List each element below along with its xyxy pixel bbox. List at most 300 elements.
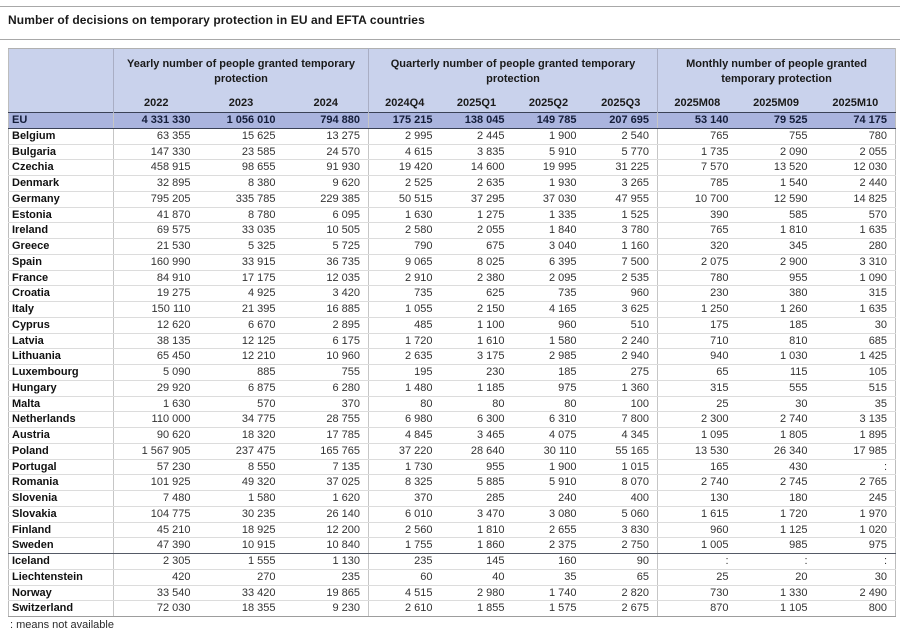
value-cell: 6 670	[199, 317, 284, 333]
value-cell: 555	[737, 380, 816, 396]
value-cell: 380	[737, 286, 816, 302]
value-cell: 1 805	[737, 428, 816, 444]
table-row	[9, 333, 896, 349]
table-row	[9, 428, 896, 444]
value-cell: 130	[658, 491, 737, 507]
value-cell: 7 570	[658, 160, 737, 176]
value-cell: 1 185	[441, 380, 513, 396]
value-cell: 69 575	[114, 223, 199, 239]
country-cell: France	[9, 270, 114, 286]
value-cell: 280	[816, 239, 896, 255]
value-cell: 1 720	[737, 506, 816, 522]
value-cell: 26 140	[284, 506, 369, 522]
country-cell: Latvia	[9, 333, 114, 349]
table-row	[9, 443, 896, 459]
value-cell: 10 505	[284, 223, 369, 239]
value-cell: 8 380	[199, 176, 284, 192]
value-cell: 65 450	[114, 349, 199, 365]
value-cell: 8 780	[199, 207, 284, 223]
value-cell: 31 225	[585, 160, 658, 176]
value-cell: 885	[199, 365, 284, 381]
value-cell: 4 845	[369, 428, 441, 444]
value-cell: 2 765	[816, 475, 896, 491]
value-cell: 3 175	[441, 349, 513, 365]
value-cell: 2 900	[737, 254, 816, 270]
value-cell: 1 635	[816, 302, 896, 318]
value-cell: 2 635	[441, 176, 513, 192]
value-cell: 1 755	[369, 538, 441, 554]
value-cell: 975	[513, 380, 585, 396]
value-cell: 19 995	[513, 160, 585, 176]
country-cell: Iceland	[9, 554, 114, 570]
value-cell: 21 530	[114, 239, 199, 255]
value-cell: 1 580	[513, 333, 585, 349]
table-row	[9, 396, 896, 412]
value-cell: 2 820	[585, 585, 658, 601]
value-cell: 2 740	[737, 412, 816, 428]
value-cell: 1 335	[513, 207, 585, 223]
value-cell: 12 200	[284, 522, 369, 538]
value-cell: 790	[369, 239, 441, 255]
value-cell: 3 465	[441, 428, 513, 444]
value-cell: 185	[737, 317, 816, 333]
value-cell: 5 325	[199, 239, 284, 255]
country-cell: Switzerland	[9, 601, 114, 617]
value-cell: 285	[441, 491, 513, 507]
country-cell: Sweden	[9, 538, 114, 554]
value-cell: 30 110	[513, 443, 585, 459]
table-row	[9, 412, 896, 428]
value-cell: 2 375	[513, 538, 585, 554]
value-cell: 2 075	[658, 254, 737, 270]
value-cell: 6 875	[199, 380, 284, 396]
value-cell: 101 925	[114, 475, 199, 491]
value-cell: 35	[816, 396, 896, 412]
country-cell: Croatia	[9, 286, 114, 302]
table-row	[9, 113, 896, 129]
value-cell: 1 095	[658, 428, 737, 444]
value-cell: 1 260	[737, 302, 816, 318]
value-cell: 1 635	[816, 223, 896, 239]
value-cell: 185	[513, 365, 585, 381]
value-cell: 1 020	[816, 522, 896, 538]
value-cell: 10 700	[658, 191, 737, 207]
value-cell: 2 655	[513, 522, 585, 538]
value-cell: 1 900	[513, 128, 585, 144]
value-cell: 5 885	[441, 475, 513, 491]
value-cell: 1 860	[441, 538, 513, 554]
table-row	[9, 380, 896, 396]
value-cell: 960	[513, 317, 585, 333]
country-cell: Bulgaria	[9, 144, 114, 160]
value-cell: 72 030	[114, 601, 199, 617]
column-group-row	[9, 49, 896, 95]
value-cell: 160 990	[114, 254, 199, 270]
value-cell: 14 600	[441, 160, 513, 176]
value-cell: 2 240	[585, 333, 658, 349]
value-cell: 2 055	[816, 144, 896, 160]
value-cell: 84 910	[114, 270, 199, 286]
value-cell: 2 745	[737, 475, 816, 491]
value-cell: 1 970	[816, 506, 896, 522]
country-cell: Malta	[9, 396, 114, 412]
country-cell: Lithuania	[9, 349, 114, 365]
value-cell: 6 310	[513, 412, 585, 428]
value-cell: 16 885	[284, 302, 369, 318]
value-cell: 235	[284, 569, 369, 585]
value-cell: 1 015	[585, 459, 658, 475]
value-cell: 570	[199, 396, 284, 412]
country-cell: Finland	[9, 522, 114, 538]
value-cell: 165	[658, 459, 737, 475]
value-cell: 7 500	[585, 254, 658, 270]
value-cell: 240	[513, 491, 585, 507]
value-cell: 90	[585, 554, 658, 570]
value-cell: 685	[816, 333, 896, 349]
value-cell: 735	[369, 286, 441, 302]
value-cell: 390	[658, 207, 737, 223]
country-cell: Spain	[9, 254, 114, 270]
value-cell: 315	[816, 286, 896, 302]
value-cell: 100	[585, 396, 658, 412]
value-cell: 430	[737, 459, 816, 475]
value-cell: 4 075	[513, 428, 585, 444]
country-cell: Italy	[9, 302, 114, 318]
value-cell: 5 910	[513, 144, 585, 160]
table-header	[9, 49, 896, 113]
table-row	[9, 601, 896, 617]
value-cell: 104 775	[114, 506, 199, 522]
value-cell: 33 035	[199, 223, 284, 239]
value-cell: 315	[658, 380, 737, 396]
value-cell: 45 210	[114, 522, 199, 538]
value-cell: 3 420	[284, 286, 369, 302]
value-cell: 17 985	[816, 443, 896, 459]
table-row	[9, 554, 896, 570]
value-cell: 195	[369, 365, 441, 381]
value-cell: 765	[658, 128, 737, 144]
value-cell: 370	[369, 491, 441, 507]
value-cell: 585	[737, 207, 816, 223]
value-cell: 30 235	[199, 506, 284, 522]
value-cell: 60	[369, 569, 441, 585]
value-cell: 10 915	[199, 538, 284, 554]
value-cell: 780	[658, 270, 737, 286]
country-cell: Poland	[9, 443, 114, 459]
value-cell: 3 835	[441, 144, 513, 160]
value-cell: 63 355	[114, 128, 199, 144]
country-cell: Luxembourg	[9, 365, 114, 381]
value-cell: 30	[737, 396, 816, 412]
value-cell: 960	[585, 286, 658, 302]
value-cell: 1 620	[284, 491, 369, 507]
value-cell: 7 480	[114, 491, 199, 507]
value-cell: 4 925	[199, 286, 284, 302]
value-cell: 150 110	[114, 302, 199, 318]
value-cell: :	[816, 459, 896, 475]
value-cell: 2 740	[658, 475, 737, 491]
value-cell: 13 520	[737, 160, 816, 176]
value-cell: 975	[816, 538, 896, 554]
value-cell: 53 140	[658, 113, 737, 129]
value-cell: 2 440	[816, 176, 896, 192]
value-cell: 940	[658, 349, 737, 365]
value-cell: 12 125	[199, 333, 284, 349]
value-cell: 91 930	[284, 160, 369, 176]
column-header: 2022	[114, 94, 199, 113]
value-cell: 1 330	[737, 585, 816, 601]
column-header: 2024Q4	[369, 94, 441, 113]
value-cell: 1 630	[114, 396, 199, 412]
value-cell: 1 615	[658, 506, 737, 522]
value-cell: 138 045	[441, 113, 513, 129]
value-cell: 47 955	[585, 191, 658, 207]
value-cell: 1 555	[199, 554, 284, 570]
value-cell: 1 730	[369, 459, 441, 475]
value-cell: 710	[658, 333, 737, 349]
value-cell: 1 056 010	[199, 113, 284, 129]
row-header-blank	[9, 94, 114, 113]
table-row	[9, 160, 896, 176]
value-cell: 65	[658, 365, 737, 381]
value-cell: 13 275	[284, 128, 369, 144]
value-cell: 18 355	[199, 601, 284, 617]
value-cell: 12 620	[114, 317, 199, 333]
value-cell: 1 425	[816, 349, 896, 365]
value-cell: 13 530	[658, 443, 737, 459]
value-cell: 5 060	[585, 506, 658, 522]
value-cell: 1 840	[513, 223, 585, 239]
value-cell: 2 940	[585, 349, 658, 365]
value-cell: 2 490	[816, 585, 896, 601]
value-cell: 18 320	[199, 428, 284, 444]
value-cell: 147 330	[114, 144, 199, 160]
country-cell: EU	[9, 113, 114, 129]
value-cell: 785	[658, 176, 737, 192]
value-cell: 1 630	[369, 207, 441, 223]
value-cell: 810	[737, 333, 816, 349]
table-row	[9, 176, 896, 192]
value-cell: 400	[585, 491, 658, 507]
value-cell: 1 580	[199, 491, 284, 507]
value-cell: 3 470	[441, 506, 513, 522]
value-cell: 30	[816, 569, 896, 585]
value-cell: 3 830	[585, 522, 658, 538]
country-cell: Slovenia	[9, 491, 114, 507]
value-cell: 237 475	[199, 443, 284, 459]
table-row	[9, 144, 896, 160]
value-cell: 110 000	[114, 412, 199, 428]
country-cell: Liechtenstein	[9, 569, 114, 585]
group-header: Monthly number of people granted temporary protection	[658, 49, 896, 95]
value-cell: 730	[658, 585, 737, 601]
value-cell: 28 755	[284, 412, 369, 428]
value-cell: 180	[737, 491, 816, 507]
value-cell: 4 165	[513, 302, 585, 318]
table-body	[9, 113, 896, 617]
value-cell: 7 135	[284, 459, 369, 475]
value-cell: 26 340	[737, 443, 816, 459]
value-cell: 3 080	[513, 506, 585, 522]
value-cell: 90 620	[114, 428, 199, 444]
column-header: 2025M09	[737, 94, 816, 113]
table-row	[9, 538, 896, 554]
table-row	[9, 349, 896, 365]
country-cell: Slovakia	[9, 506, 114, 522]
value-cell: 115	[737, 365, 816, 381]
value-cell: 229 385	[284, 191, 369, 207]
table-row	[9, 459, 896, 475]
country-cell: Hungary	[9, 380, 114, 396]
value-cell: 12 030	[816, 160, 896, 176]
value-cell: 38 135	[114, 333, 199, 349]
value-cell: 20	[737, 569, 816, 585]
value-cell: 1 360	[585, 380, 658, 396]
value-cell: 1 567 905	[114, 443, 199, 459]
value-cell: 19 275	[114, 286, 199, 302]
value-cell: 335 785	[199, 191, 284, 207]
value-cell: 19 420	[369, 160, 441, 176]
row-header-corner	[9, 49, 114, 95]
value-cell: 5 910	[513, 475, 585, 491]
value-cell: 6 280	[284, 380, 369, 396]
value-cell: 2 380	[441, 270, 513, 286]
value-cell: 6 095	[284, 207, 369, 223]
table-row	[9, 254, 896, 270]
value-cell: 19 865	[284, 585, 369, 601]
value-cell: 485	[369, 317, 441, 333]
value-cell: 5 770	[585, 144, 658, 160]
temporary-protection-table	[8, 48, 896, 617]
country-cell: Czechia	[9, 160, 114, 176]
value-cell: 2 675	[585, 601, 658, 617]
country-cell: Norway	[9, 585, 114, 601]
value-cell: 1 275	[441, 207, 513, 223]
value-cell: 79 525	[737, 113, 816, 129]
footnote: : means not available	[10, 619, 114, 631]
value-cell: 10 960	[284, 349, 369, 365]
value-cell: 245	[816, 491, 896, 507]
value-cell: 1 030	[737, 349, 816, 365]
value-cell: 230	[441, 365, 513, 381]
value-cell: 1 480	[369, 380, 441, 396]
value-cell: 1 105	[737, 601, 816, 617]
country-cell: Germany	[9, 191, 114, 207]
value-cell: 1 740	[513, 585, 585, 601]
value-cell: 207 695	[585, 113, 658, 129]
value-cell: 23 585	[199, 144, 284, 160]
value-cell: 37 295	[441, 191, 513, 207]
value-cell: 1 855	[441, 601, 513, 617]
value-cell: 17 175	[199, 270, 284, 286]
value-cell: 3 135	[816, 412, 896, 428]
value-cell: 35	[513, 569, 585, 585]
value-cell: 235	[369, 554, 441, 570]
value-cell: 3 625	[585, 302, 658, 318]
country-cell: Romania	[9, 475, 114, 491]
value-cell: 8 325	[369, 475, 441, 491]
value-cell: 1 130	[284, 554, 369, 570]
value-cell: 33 915	[199, 254, 284, 270]
value-cell: 12 590	[737, 191, 816, 207]
value-cell: 2 535	[585, 270, 658, 286]
value-cell: 25	[658, 396, 737, 412]
column-header: 2025M10	[816, 94, 896, 113]
value-cell: 65	[585, 569, 658, 585]
value-cell: 675	[441, 239, 513, 255]
value-cell: 2 150	[441, 302, 513, 318]
value-cell: 2 095	[513, 270, 585, 286]
value-cell: 6 300	[441, 412, 513, 428]
value-cell: 98 655	[199, 160, 284, 176]
table-row	[9, 302, 896, 318]
value-cell: 2 525	[369, 176, 441, 192]
value-cell: 370	[284, 396, 369, 412]
value-cell: 1 810	[737, 223, 816, 239]
value-cell: 320	[658, 239, 737, 255]
value-cell: 12 210	[199, 349, 284, 365]
value-cell: 510	[585, 317, 658, 333]
value-cell: 1 090	[816, 270, 896, 286]
value-cell: 1 720	[369, 333, 441, 349]
value-cell: 4 345	[585, 428, 658, 444]
value-cell: 955	[737, 270, 816, 286]
value-cell: 6 980	[369, 412, 441, 428]
value-cell: 50 515	[369, 191, 441, 207]
country-cell: Denmark	[9, 176, 114, 192]
value-cell: 17 785	[284, 428, 369, 444]
column-header: 2025Q2	[513, 94, 585, 113]
value-cell: 165 765	[284, 443, 369, 459]
value-cell: 149 785	[513, 113, 585, 129]
table-row	[9, 506, 896, 522]
value-cell: 1 100	[441, 317, 513, 333]
value-cell: 5 725	[284, 239, 369, 255]
country-cell: Portugal	[9, 459, 114, 475]
value-cell: 6 010	[369, 506, 441, 522]
value-cell: 4 615	[369, 144, 441, 160]
value-cell: 3 780	[585, 223, 658, 239]
value-cell: 3 265	[585, 176, 658, 192]
value-cell: 765	[658, 223, 737, 239]
statistics-table-container	[8, 48, 895, 617]
value-cell: 794 880	[284, 113, 369, 129]
country-cell: Estonia	[9, 207, 114, 223]
value-cell: 1 895	[816, 428, 896, 444]
value-cell: 2 635	[369, 349, 441, 365]
value-cell: 1 735	[658, 144, 737, 160]
value-cell: 1 930	[513, 176, 585, 192]
value-cell: 6 175	[284, 333, 369, 349]
value-cell: 2 055	[441, 223, 513, 239]
value-cell: 625	[441, 286, 513, 302]
table-row	[9, 491, 896, 507]
value-cell: 515	[816, 380, 896, 396]
top-divider	[0, 6, 900, 7]
value-cell: 30	[816, 317, 896, 333]
column-header: 2025Q1	[441, 94, 513, 113]
table-row	[9, 317, 896, 333]
value-cell: 458 915	[114, 160, 199, 176]
value-cell: 36 735	[284, 254, 369, 270]
value-cell: 25	[658, 569, 737, 585]
value-cell: 960	[658, 522, 737, 538]
value-cell: 2 090	[737, 144, 816, 160]
value-cell: 55 165	[585, 443, 658, 459]
title-divider	[0, 39, 900, 40]
value-cell: 2 895	[284, 317, 369, 333]
value-cell: 24 570	[284, 144, 369, 160]
